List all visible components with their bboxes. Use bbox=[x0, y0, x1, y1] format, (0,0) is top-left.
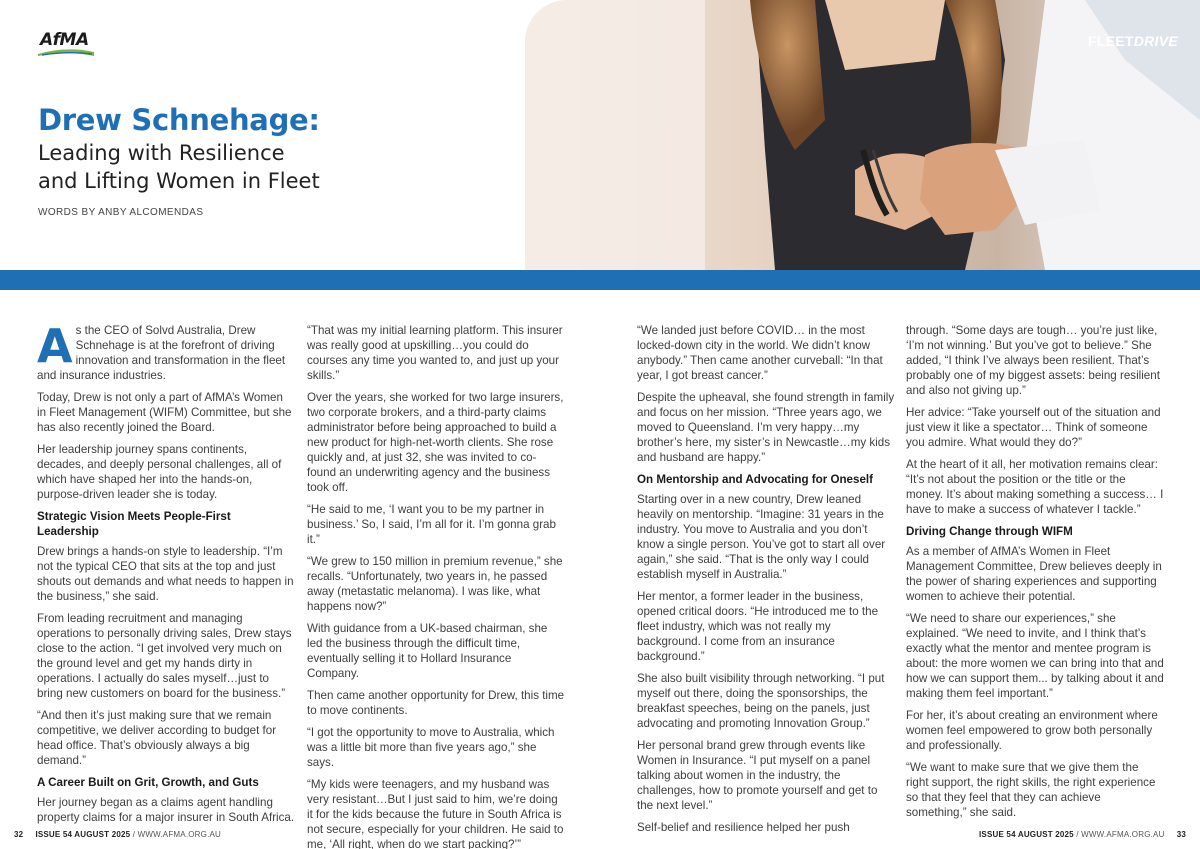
column-1 bbox=[37, 319, 295, 832]
paragraph: At the heart of it all, her motivation remains clear: “It’s not about the position or the title or the money. It’s about making something a success… I have to make a success of whatever I tackle.” bbox=[906, 458, 1164, 516]
issue-label: ISSUE 54 AUGUST 2025 bbox=[978, 830, 1074, 839]
paragraph: Self-belief and resilience helped her push bbox=[637, 821, 850, 834]
paragraph: “He said to me, ‘I want you to be my partner in business.’ So, I said, I’m all for it. I’m gonna grab it.” bbox=[307, 503, 556, 546]
paragraph: Over the years, she worked for two large insurers, two corporate brokers, and a third-party claims administrator before being approached to build a new product for high-net-worth clients. She rose quickly and, at just 32, she was invited to co-found an underwriting agency and the business took off. bbox=[307, 391, 564, 494]
paragraph: Her leadership journey spans continents, decades, and deeply personal challenges, all of which have shaped her into the hands-on, purpose-driven leader she is today. bbox=[37, 443, 282, 501]
paragraph: Her journey began as a claims agent handling property claims for a major insurer in South Africa. bbox=[37, 796, 295, 824]
section-heading: On Mentorship and Advocating for Oneself bbox=[637, 473, 873, 486]
paragraph: With guidance from a UK-based chairman, she led the business through the difficult time, eventually selling it to Hollard Insurance Company. bbox=[307, 622, 548, 680]
fleetdrive-brand bbox=[1088, 33, 1178, 49]
paragraph: She also built visibility through networking. “I put myself out there, doing the sponsorships, the breakfast speeches, being on the panels, just advocating and promoting Innovation Group.” bbox=[637, 672, 885, 730]
section-heading: A Career Built on Grit, Growth, and Guts bbox=[37, 776, 259, 789]
article-title: Drew Schnehage: bbox=[38, 103, 320, 137]
paragraph: Despite the upheaval, she found strength in family and focus on her mission. “Three years ago, we moved to Queensland. I’m very happy…my brother’s here, my sister’s in Newcastle…my kids and husband are happy.” bbox=[637, 391, 895, 464]
paragraph: Then came another opportunity for Drew, this time to move continents. bbox=[307, 689, 565, 717]
article-subtitle bbox=[38, 139, 458, 195]
logo-text: AfMA bbox=[40, 30, 89, 50]
section-heading: Driving Change through WIFM bbox=[906, 525, 1073, 538]
footer-right bbox=[979, 830, 1186, 839]
paragraph: “And then it’s just making sure that we remain competitive, we deliver according to budget for head office. That’s obviously always a big demand.” bbox=[37, 709, 277, 767]
website-link[interactable]: WWW.AFMA.ORG.AU bbox=[137, 830, 222, 839]
paragraph: “My kids were teenagers, and my husband was very resistant…But I just said to him, we’re doing it for the kids because the future in South Africa is not secure, especially for your children. He said to me, ‘All right, when do we start packing?’” bbox=[307, 778, 564, 849]
footer-left bbox=[14, 830, 221, 839]
brand-fleet: FLEET bbox=[1087, 33, 1134, 49]
paragraph: Starting over in a new country, Drew leaned heavily on mentorship. “Imagine: 31 years in the industry. You move to Australia and you don’t know a single person. You’ve got to start all over again,” she said. “That is the only way I could establish myself in Australia.” bbox=[637, 493, 886, 581]
intro-paragraph bbox=[37, 319, 295, 383]
paragraph: “We grew to 150 million in premium revenue,” she recalls. “Unfortunately, two years in, he passed away (metastatic melanoma). I was like, what happens now?” bbox=[307, 555, 563, 613]
paragraph: Her advice: “Take yourself out of the situation and just view it like a spectator… Think of someone you admire. What would they do?” bbox=[906, 406, 1161, 449]
paragraph: Today, Drew is not only a part of AfMA’s Women in Fleet Management (WIFM) Committee, but she has also recently joined the Board. bbox=[37, 391, 292, 434]
paragraph-text: s the CEO of Solvd Australia, Drew Schnehage is at the forefront of driving innovation and transformation in the fleet and insurance industries. bbox=[37, 324, 286, 382]
blue-divider-band bbox=[0, 270, 1200, 290]
byline: WORDS BY ANBY ALCOMENDAS bbox=[38, 207, 204, 218]
paragraph: “I got the opportunity to move to Australia, which was a little bit more than five years ago,” she says. bbox=[307, 726, 555, 769]
paragraph: As a member of AfMA’s Women in Fleet Management Committee, Drew believes deeply in the power of sharing experiences and supporting women to achieve their potential. bbox=[906, 545, 1162, 603]
paragraph: “We landed just before COVID… in the most locked-down city in the world. We didn’t know anybody.” Then came another curveball: “In that year, I got breast cancer.” bbox=[637, 324, 883, 382]
afma-logo bbox=[38, 28, 94, 56]
brand-drive: DRIVE bbox=[1133, 33, 1178, 49]
paragraph: From leading recruitment and managing operations to personally driving sales, Drew stays close to the action. “I get involved very much on the ground level and get my hands dirty in operations. I actually do sales myself…just to bring new customers on board for the business.” bbox=[37, 612, 292, 700]
hero-image bbox=[525, 0, 1200, 270]
subtitle-line-1: Leading with Resilience bbox=[38, 141, 285, 165]
paragraph: through. “Some days are tough… you’re just like, ‘I’m not winning.’ But you’ve got to believe.” She added, “I think I’ve always been resilient. That’s probably one of my biggest assets: being resilient and also not giving up.” bbox=[906, 324, 1160, 397]
paragraph: Her personal brand grew through events like Women in Insurance. “I put myself on a panel talking about women in the industry, the challenges, how to promote yourself and get to the next level.” bbox=[637, 739, 878, 812]
drop-cap: A bbox=[37, 319, 73, 373]
page-number: 33 bbox=[1176, 830, 1186, 839]
footer-separator: / bbox=[1073, 830, 1082, 839]
paragraph: “That was my initial learning platform. This insurer was really good at upskilling…you could do courses any time you wanted to, and just up your skills.” bbox=[307, 324, 563, 382]
section-heading: Strategic Vision Meets People-First Leadership bbox=[37, 510, 231, 538]
page-number: 32 bbox=[14, 830, 24, 839]
column-2 bbox=[307, 323, 565, 849]
paragraph: “We want to make sure that we give them the right support, the right skills, the right experience so that they feel that they can achieve something,” she said. bbox=[906, 761, 1156, 819]
paragraph: Drew brings a hands-on style to leadership. “I’m not the typical CEO that sits at the top and just shouts out demands and what needs to happen in the business,” she said. bbox=[37, 545, 294, 603]
paragraph: Her mentor, a former leader in the business, opened critical doors. “He introduced me to the fleet industry, which was not really my background. I come from an insurance background.” bbox=[637, 590, 879, 663]
column-3 bbox=[637, 323, 895, 842]
issue-label: ISSUE 54 AUGUST 2025 bbox=[35, 830, 131, 839]
paragraph: For her, it’s about creating an environment where women feel empowered to grow both personally and professionally. bbox=[906, 709, 1158, 752]
column-4 bbox=[906, 323, 1164, 827]
footer-separator: / bbox=[130, 830, 138, 839]
website-link[interactable]: WWW.AFMA.ORG.AU bbox=[1081, 830, 1165, 839]
paragraph: “We need to share our experiences,” she explained. “We need to invite, and I think that’s exactly what the mentor and mentee program is about: the more women we can bring into that and how we can support them... by talking about it and making them feel important.” bbox=[906, 612, 1164, 700]
subtitle-line-2: and Lifting Women in Fleet bbox=[38, 169, 320, 193]
